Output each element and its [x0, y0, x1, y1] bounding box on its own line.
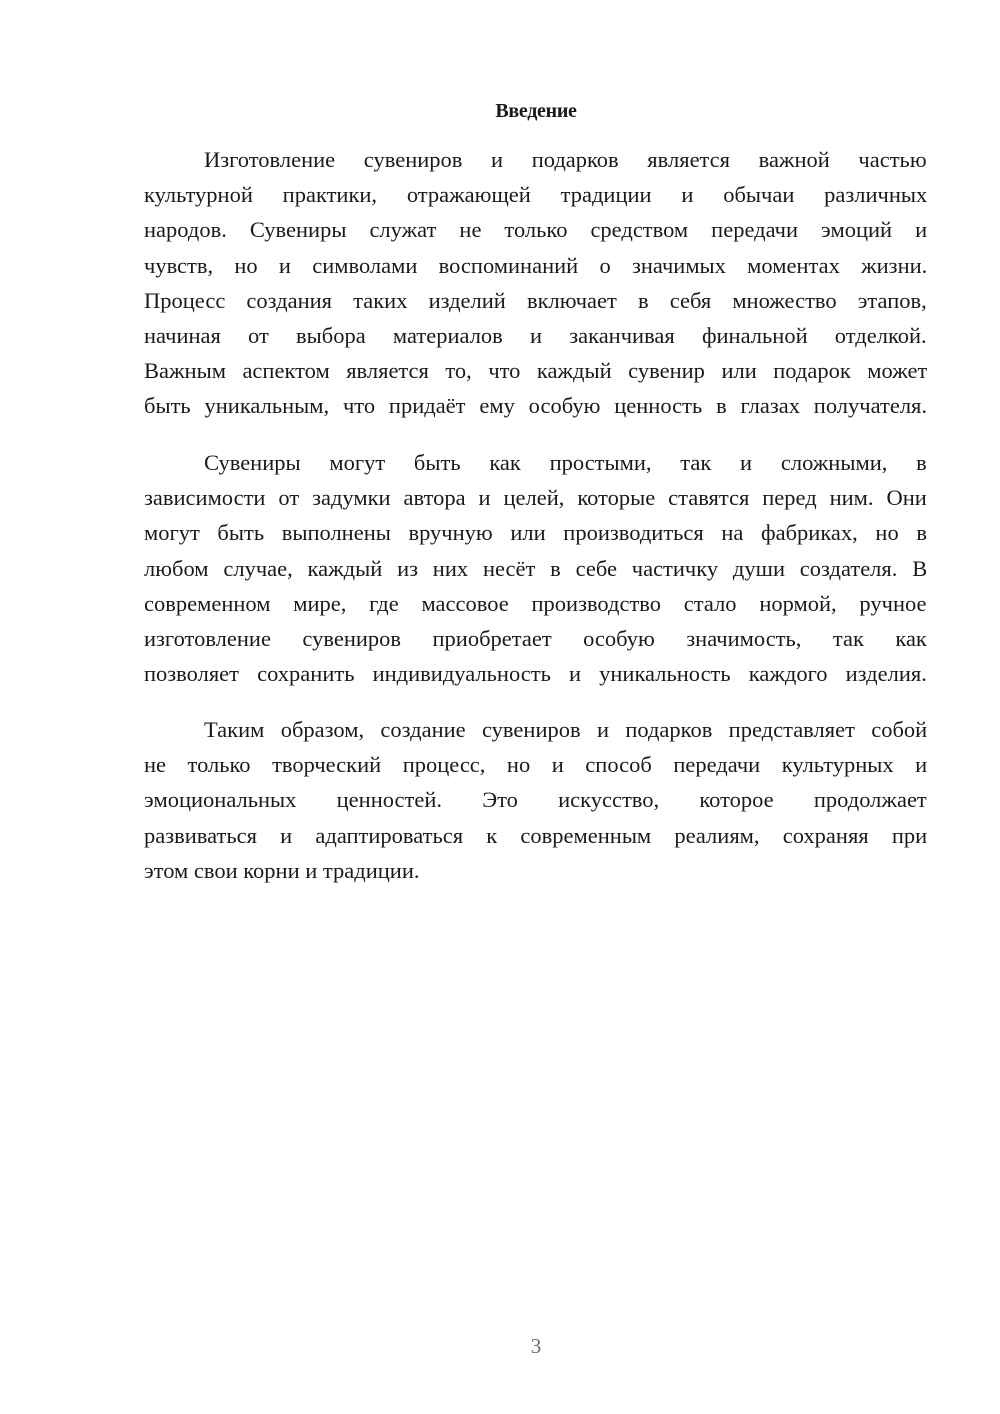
text-line: развиваться и адаптироваться к современным реалиям, сохраняя при: [144, 822, 928, 848]
paragraph-1: [144, 142, 927, 424]
text-line: эмоциональных ценностей. Это искусство, которое продолжает: [144, 787, 927, 813]
text-line: начиная от выбора материалов и заканчивая финальной отделкой.: [144, 322, 927, 348]
text-line: этом свои корни и традиции.: [144, 857, 420, 883]
text-line: изготовление сувениров приобретает особую значимость, так как: [144, 625, 927, 651]
text-line: Важным аспектом является то, что каждый сувенир или подарок может: [144, 358, 928, 384]
text-line: любом случае, каждый из них несёт в себе частичку души создателя. В: [144, 555, 928, 581]
text-line: народов. Сувениры служат не только средством передачи эмоций и: [144, 217, 928, 243]
text-line: Сувениры могут быть как простыми, так и сложными, в: [204, 450, 927, 475]
page-number: 3: [530, 1334, 542, 1358]
section-heading: Введение: [495, 100, 577, 122]
text-line: позволяет сохранить индивидуальность и уникальность каждого изделия.: [144, 661, 927, 687]
text-line: Процесс создания таких изделий включает в себя множество этапов,: [144, 287, 927, 313]
paragraph-3: [144, 712, 927, 888]
text-line: не только творческий процесс, но и способ передачи культурных и: [144, 752, 928, 778]
paragraph-2: [144, 445, 927, 691]
text-line: Таким образом, создание сувениров и подарков представляет собой: [204, 717, 928, 742]
text-line: чувств, но и символами воспоминаний о значимых моментах жизни.: [144, 252, 928, 278]
text-line: культурной практики, отражающей традиции и обычаи различных: [144, 182, 928, 208]
text-line: зависимости от задумки автора и целей, которые ставятся перед ним. Они: [144, 485, 927, 511]
text-line: современном мире, где массовое производство стало нормой, ручное: [144, 590, 927, 616]
text-line: могут быть выполнены вручную или производиться на фабриках, но в: [144, 520, 927, 546]
text-line: быть уникальным, что придаёт ему особую ценность в глазах получателя.: [144, 393, 928, 419]
text-line: Изготовление сувениров и подарков является важной частью: [204, 147, 927, 172]
